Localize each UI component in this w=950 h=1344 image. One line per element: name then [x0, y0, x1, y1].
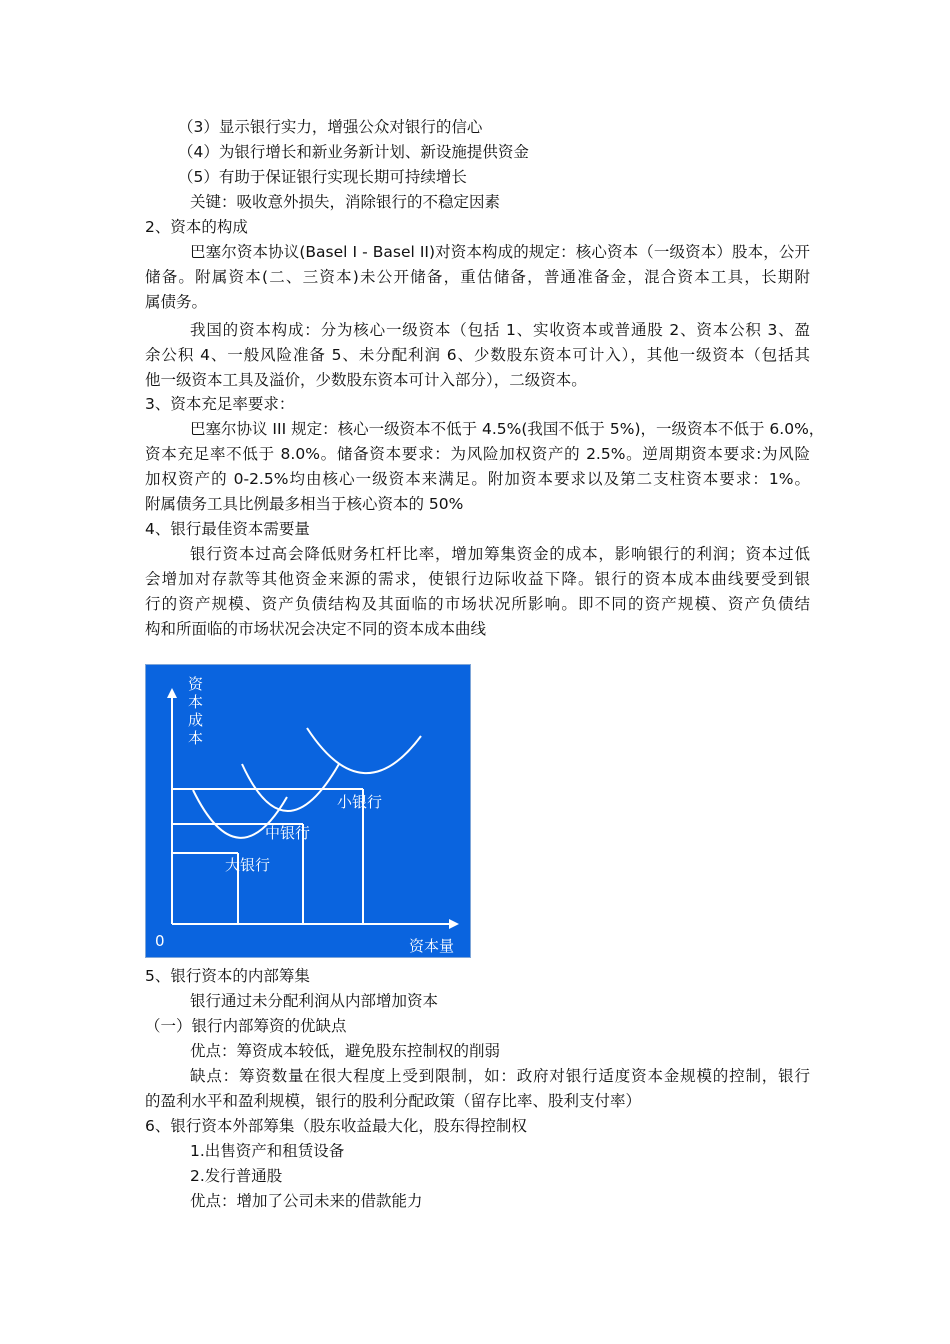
x-axis-label: 资本量: [409, 937, 455, 955]
figure-svg: [145, 664, 471, 958]
text-line: 储备。附属资本(二、三资本)未公开储备，重估储备，普通准备金，混合资本工具，长期附: [145, 268, 810, 286]
text-line: 银行通过未分配利润从内部增加资本: [190, 992, 439, 1010]
text-line: 优点：筹资成本较低，避免股东控制权的削弱: [190, 1042, 501, 1060]
section-heading: 2、资本的构成: [145, 218, 248, 236]
text-line: 优点：增加了公司未来的借款能力: [190, 1192, 423, 1210]
curve-label-small-bank: 小银行: [337, 793, 383, 811]
y-axis-label-char: 本: [188, 729, 204, 747]
text-line: 构和所面临的市场状况会决定不同的资本成本曲线: [145, 620, 487, 638]
text-line: 关键：吸收意外损失，消除银行的不稳定因素: [190, 193, 501, 211]
text-line: 行的资产规模、资产负债结构及其面临的市场状况所影响。即不同的资产规模、资产负债结: [145, 595, 810, 613]
capital-cost-curve-figure: [145, 664, 471, 958]
text-line: 属债务。: [145, 293, 208, 311]
section-heading: 4、银行最佳资本需要量: [145, 520, 310, 538]
section-heading: 5、银行资本的内部筹集: [145, 967, 310, 985]
section-heading: 3、资本充足率要求：: [145, 395, 295, 413]
text-line: 我国的资本构成：分为核心一级资本（包括 1、实收资本或普通股 2、资本公积 3、盈: [190, 321, 810, 339]
text-line: 巴塞尔资本协议(Basel I - Basel II)对资本构成的规定：核心资本（一级资本）股本，公开: [190, 243, 810, 261]
text-line: 银行资本过高会降低财务杠杆比率，增加筹集资金的成本，影响银行的利润；资本过低: [190, 545, 810, 563]
text-line: 他一级资本工具及溢价，少数股东资本可计入部分），二级资本。: [145, 371, 587, 389]
subsection-heading: （一）银行内部筹资的优缺点: [145, 1017, 347, 1035]
list-item: 1.出售资产和租赁设备: [190, 1142, 345, 1160]
y-axis-label-char: 资: [188, 675, 204, 693]
origin-label: 0: [155, 932, 165, 950]
list-item: 2.发行普通股: [190, 1167, 283, 1185]
text-line: 巴塞尔协议 III 规定：核心一级资本不低于 4.5%(我国不低于 5%)，一级资本不低于 6.0%，: [190, 420, 825, 438]
curve-label-mid-bank: 中银行: [265, 824, 311, 842]
text-line: （5）有助于保证银行实现长期可持续增长: [178, 168, 467, 186]
text-line: （3）显示银行实力，增强公众对银行的信心: [178, 118, 483, 136]
y-axis-label-char: 成: [188, 711, 204, 729]
text-line: 会增加对存款等其他资金来源的需求，使银行边际收益下降。银行的资本成本曲线要受到银: [145, 570, 810, 588]
text-line: 加权资产的 0-2.5%均由核心一级资本来满足。附加资本要求以及第二支柱资本要求：1%。: [145, 470, 810, 488]
text-line: 余公积 4、一般风险准备 5、未分配利润 6、少数股东资本可计入），其他一级资本（包括其: [145, 346, 810, 364]
text-line: 资本充足率不低于 8.0%。储备资本要求：为风险加权资产的 2.5%。逆周期资本要求:为风险: [145, 445, 810, 463]
section-heading: 6、银行资本外部筹集（股东收益最大化，股东得控制权: [145, 1117, 527, 1135]
text-line: 缺点：筹资数量在很大程度上受到限制，如：政府对银行适度资本金规模的控制，银行: [190, 1067, 810, 1085]
text-line: 附属债务工具比例最多相当于核心资本的 50%: [145, 495, 464, 513]
curve-label-large-bank: 大银行: [225, 856, 271, 874]
text-line: 的盈利水平和盈利规模，银行的股利分配政策（留存比率、股利支付率）: [145, 1092, 642, 1110]
y-axis-label-char: 本: [188, 693, 204, 711]
text-line: （4）为银行增长和新业务新计划、新设施提供资金: [178, 143, 529, 161]
